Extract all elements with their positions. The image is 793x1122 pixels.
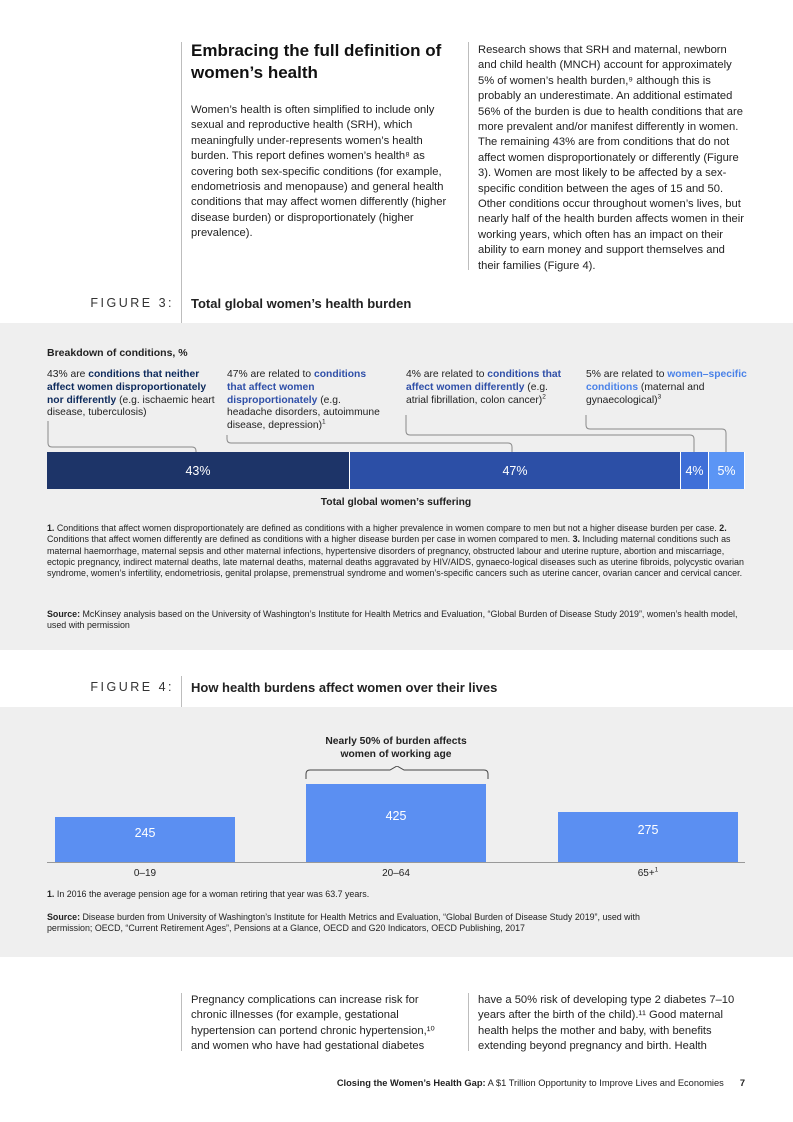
age-axis: [47, 862, 745, 863]
condition-differently: 4% are related to conditions that affect women differently (e.g. atrial fibrillation, colon cancer)$^2$: [406, 369, 562, 406]
condition-connectors: [0, 415, 793, 455]
age-bar-value: 245: [134, 826, 156, 840]
bar-caption: Total global women’s suffering: [320, 497, 472, 508]
intro-paragraph-left: Women’s health is often simplified to include only sexual and reproductive health (SRH), which meaningfully under-represents women’s health burden. This report defines women’s health⁸ as covering both sex-specific conditions (for example, endometriosis and menopause) and general health conditions that may affect women differently (higher disease burden) or disproportionately (higher prevalence).: [191, 104, 447, 240]
age-bar: [55, 817, 235, 862]
footer-report-subtitle: A $1 Trillion Opportunity to Improve Lives and Economies: [485, 1078, 724, 1088]
segment-value-label: 47%: [502, 463, 528, 478]
intro-paragraph-right: Research shows that SRH and maternal, newborn and child health (MNCH) account for approximately 5% of women’s health burden,⁹ although this is probably an underestimate. An additional estimated 56% of the burden is due to health conditions that are more prevalent and/or manifest differently in women. The remaining 43% are from conditions that do not affect women disproportionately or differently (Figure 3). Women are most likely to be affected by a sex-specific condition between the ages of 15 and 50. Other conditions occur throughout women’s lives, but nearly half of the health burden affects women in their working years, which often has an impact on their ability to earn money and support themselves and their families (Figure 4).: [478, 44, 744, 272]
figure-4-note: 1. In 2016 the average pension age for a woman retiring that year was 63.7 years.: [47, 889, 370, 899]
stacked-bar-segment: [681, 452, 709, 489]
figure-3-notes: 1. Conditions that affect women disproportionately are defined as conditions with a higher prevalence in women compare to men but not a higher disease burden per case. 2. Conditions that affect women differently are defined as conditions with a higher disease burden per case in women compared to men. 3. Including maternal conditions such as maternal haemorrhage, maternal sepsis and other maternal infections, hypertensive disorders of pregnancy, obstructed labour and uterine rupture, abortion and miscarriage, ectopic pregnancy, indirect maternal deaths, late maternal deaths, maternal deaths aggravated by HIV/AIDS, gynaeco-logical diseases such as uterine fibroids, polycystic ovarian syndrome, women’s infertility, endometriosis, genital prolapse, premenstrual syndrome and women’s-specific cancers such as uterine cancer, ovarian cancer and cervical cancer.: [47, 523, 744, 579]
footer-report-title: Closing the Women’s Health Gap:: [336, 1078, 486, 1088]
figure-3-source: Source: McKinsey analysis based on the University of Washington’s Institute for Health Metrics and Evaluation, “Global Burden of Disease Study 2019”, women’s health model, used with permission: [47, 609, 738, 631]
age-bar: [558, 812, 738, 862]
section-heading: Embracing the full definition of women’s health: [191, 41, 442, 82]
figure-4-label: FIGURE 4:: [90, 680, 174, 694]
age-bar-value: 425: [385, 809, 407, 823]
segment-value-label: 43%: [185, 463, 211, 478]
column-divider-right: [468, 42, 469, 270]
breakdown-title: Breakdown of conditions, %: [47, 347, 188, 359]
age-bar: [306, 784, 486, 862]
connector-differently: [406, 415, 694, 453]
connector-women-specific: [586, 415, 726, 453]
age-category-label: 65+$^1$: [637, 866, 659, 879]
page-number: 7: [739, 1078, 745, 1088]
lower-paragraph-left: Pregnancy complications can increase risk for chronic illnesses (for example, gestational hypertension can portend chronic hypertension,¹⁰ and women who have had gestational diabetes: [191, 994, 435, 1053]
column-divider-left: [181, 42, 182, 327]
figure-3-label: FIGURE 3:: [90, 296, 174, 310]
age-bar-value: 275: [637, 823, 659, 837]
stacked-bar-segment: [47, 452, 350, 489]
segment-value-label: 5%: [717, 463, 736, 478]
working-age-bracket: [300, 766, 494, 782]
connector-disproportionate: [227, 435, 512, 453]
condition-disproportionate: 47% are related to conditions that affect women disproportionately (e.g. headache disorders, autoimmune disease, depression)$^1$: [227, 369, 380, 432]
lower-divider-left: [181, 993, 182, 1051]
figure-4-title: How health burdens affect women over their lives: [191, 680, 498, 695]
working-age-label: Nearly 50% of burden affects women of working age: [325, 736, 467, 760]
figure-3-title: Total global women’s health burden: [191, 296, 412, 311]
condition-women-specific: 5% are related to women–specific conditions (maternal and gynaecological)$^3$: [586, 369, 747, 406]
stacked-bar-segment: [709, 452, 745, 489]
lower-paragraph-right: have a 50% risk of developing type 2 diabetes 7–10 years after the birth of the child).¹¹ Good maternal health helps the mother and baby, with benefits extending beyond pregnancy and birth. Health: [478, 994, 735, 1053]
segment-value-label: 4%: [685, 463, 704, 478]
page-footer: [337, 1078, 745, 1088]
age-category-label: 20–64: [382, 868, 410, 879]
figure-4-source: Source: Disease burden from University of Washington’s Institute for Health Metrics and Evaluation, “Global Burden of Disease Study 2019”, used with permission; OECD, “Current Retirement Ages”, Pensions at a Glance, OECD and G20 Indicators, OECD Publishing, 2017: [47, 912, 640, 934]
age-category-label: 0–19: [133, 868, 157, 879]
condition-neither: 43% are conditions that neither affect women disproportionately nor differently (e.g. ischaemic heart disease, tuberculosis): [47, 369, 215, 419]
lower-divider-right: [468, 993, 469, 1051]
figure-4-divider: [181, 676, 182, 707]
connector-neither: [48, 421, 196, 453]
stacked-bar-segment: [350, 452, 681, 489]
